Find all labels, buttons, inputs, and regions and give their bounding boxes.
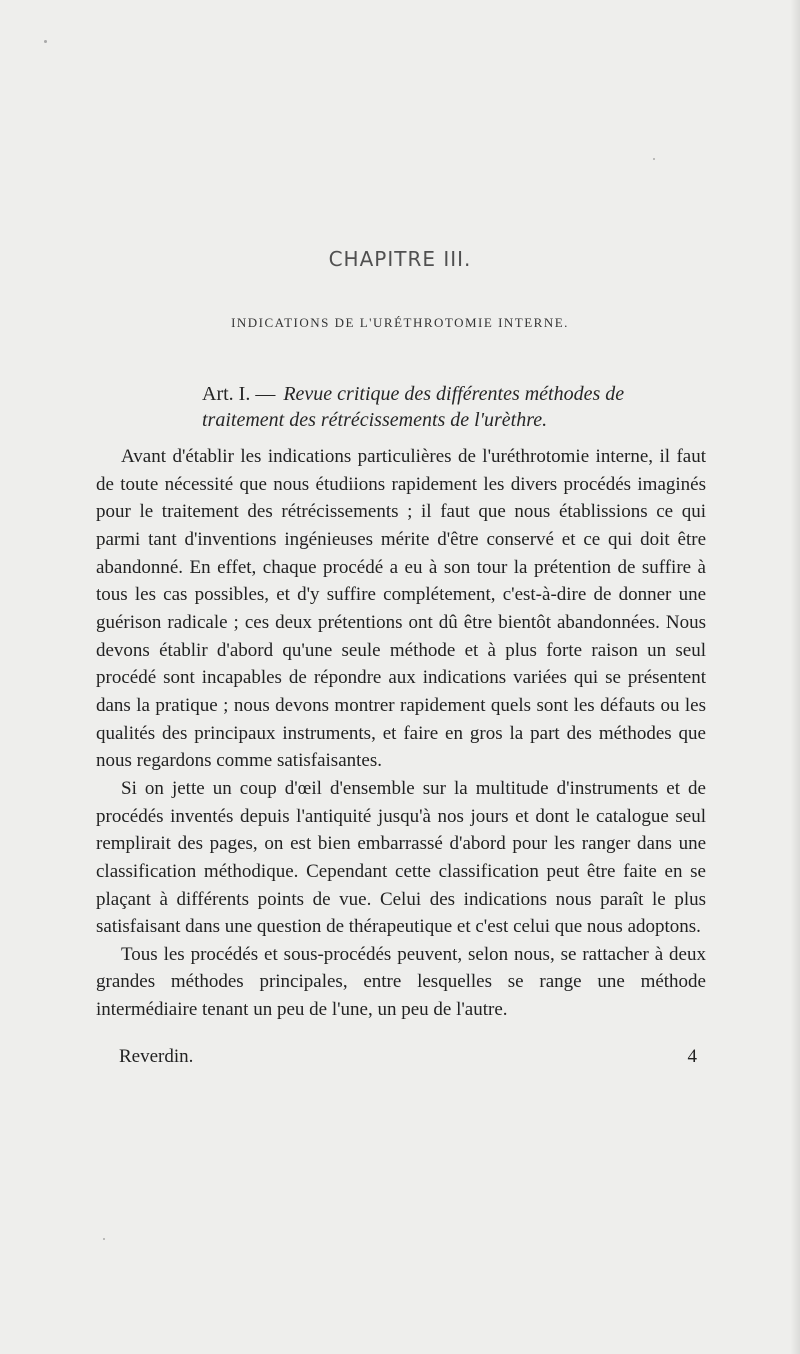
article-heading-text: Revue critique des différentes méthodes de traitement des rétrécissements de l'urèthre. [202, 383, 625, 431]
section-title: INDICATIONS DE L'URÉTHROTOMIE INTERNE. [231, 315, 569, 330]
footer-author: Reverdin. [119, 1046, 194, 1067]
paragraph: Avant d'établir les indications particulières de l'uréthrotomie interne, il faut de toute nécessité que nous étudiions rapidement les divers procédés imaginés pour le traitement des rétrécissements ; il faut que nous établissions ce qui parmi tant d'inventions ingénieuses mérite d'être conservé et ce qui doit être abandonné. En effet, chaque procédé a eu à son tour la prétention de suffire à tous les cas possibles, et d'y suffire complétement, c'est-à-dire de donner une guérison radicale ; ces deux prétentions ont dû être bientôt abandonnées. Nous devons établir d'abord qu'une seule méthode et à plus forte raison un seul procédé sont incapables de répondre aux indications variées qui se présentent dans la pratique ; nous devons montrer rapidement quels sont les défauts ou les qualités des principaux instruments, et faire en gros la part des méthodes que nous regardons comme satisfaisantes. [96, 446, 706, 772]
paper-speck [653, 158, 655, 160]
paper-speck [103, 1238, 105, 1240]
body-text [96, 443, 706, 1024]
paper-speck [44, 40, 47, 43]
article-heading [202, 381, 702, 433]
page-edge-shadow [790, 0, 800, 1354]
article-label: Art. I. — [202, 383, 276, 405]
footer-signature: 4 [687, 1046, 697, 1067]
chapter-title: CHAPITRE III. [328, 247, 472, 271]
paragraph: Si on jette un coup d'œil d'ensemble sur la multitude d'instruments et de procédés inventés depuis l'antiquité jusqu'à nos jours et dont le catalogue seul remplirait des pages, on est bien embarrassé d'abord pour les ranger dans une classification méthodique. Cependant cette classification peut être faite en se plaçant à différents points de vue. Celui des indications nous paraît le plus satisfaisant dans une question de thérapeutique et c'est celui que nous adoptons. [96, 777, 706, 938]
paragraph: Tous les procédés et sous-procédés peuvent, selon nous, se rattacher à deux grandes méthodes principales, entre lesquelles se range une méthode intermédiaire tenant un peu de l'une, un peu de l'autre. [96, 943, 706, 1021]
